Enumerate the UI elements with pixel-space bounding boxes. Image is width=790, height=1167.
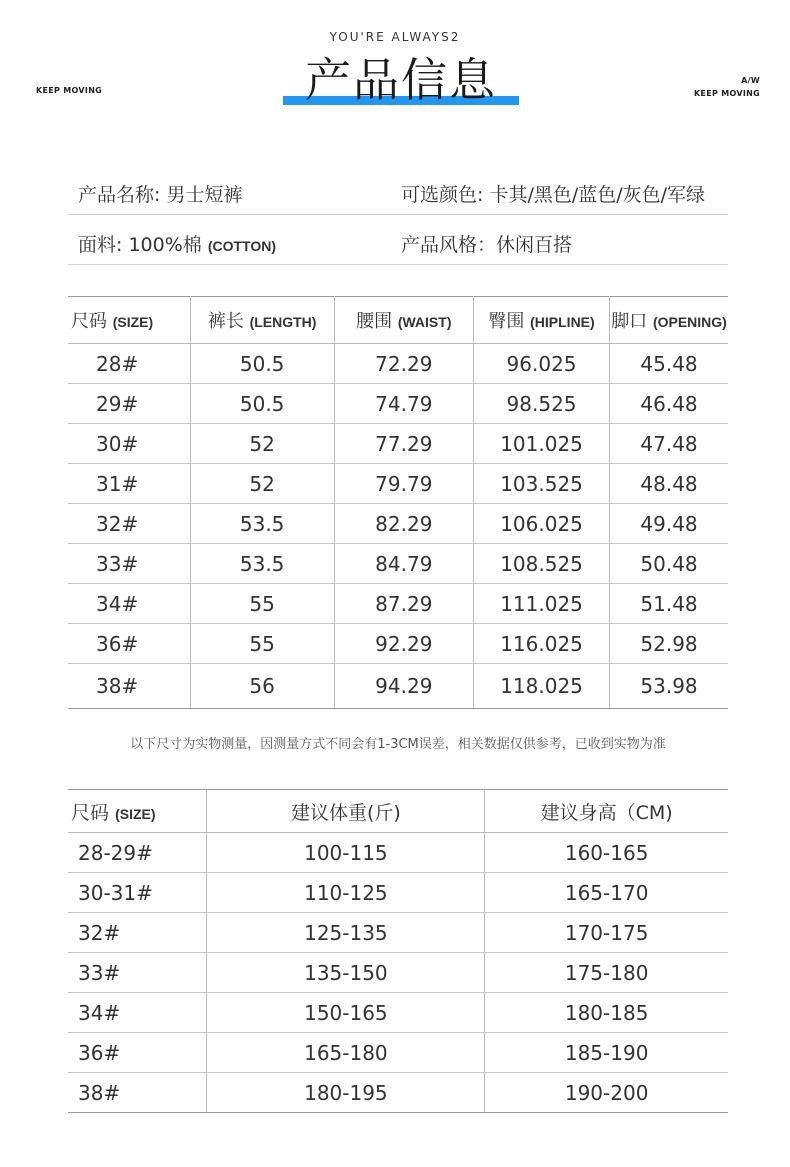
available-colors: 可选颜色: 卡其/黑色/蓝色/灰色/军绿 — [401, 184, 706, 206]
table-cell: 32# — [68, 913, 207, 953]
table-cell: 74.79 — [334, 384, 474, 424]
table-cell: 46.48 — [610, 384, 728, 424]
header-en: (OPENING) — [652, 314, 727, 330]
table-cell: 50.5 — [190, 384, 334, 424]
info-row-name-colors — [68, 170, 728, 215]
rec_table-header-cell — [207, 790, 485, 833]
table-row — [68, 544, 728, 584]
size-table — [68, 296, 728, 709]
table-cell: 36# — [68, 624, 190, 664]
header-en: (SIZE) — [115, 805, 156, 822]
table-cell: 87.29 — [334, 584, 474, 624]
rec_table-header-cell — [485, 790, 728, 833]
table-cell: 79.79 — [334, 464, 474, 504]
table-row — [68, 384, 728, 424]
table-row — [68, 424, 728, 464]
table-cell: 38# — [68, 1073, 207, 1113]
table-row — [68, 953, 728, 993]
table-cell: 92.29 — [334, 624, 474, 664]
table-cell: 29# — [68, 384, 190, 424]
table-row — [68, 624, 728, 664]
table-cell: 53.98 — [610, 664, 728, 709]
table-cell: 51.48 — [610, 584, 728, 624]
table-cell: 49.48 — [610, 504, 728, 544]
table-cell: 185-190 — [485, 1033, 728, 1073]
table-cell: 50.5 — [190, 344, 334, 384]
table-cell: 52 — [190, 464, 334, 504]
table-cell: 77.29 — [334, 424, 474, 464]
table-cell: 100-115 — [207, 833, 485, 873]
table-row — [68, 1073, 728, 1113]
table-cell: 180-195 — [207, 1073, 485, 1113]
table-row — [68, 833, 728, 873]
table-cell: 108.525 — [474, 544, 610, 584]
table-cell: 34# — [68, 584, 190, 624]
table-cell: 30-31# — [68, 873, 207, 913]
keep-moving-right-label: KEEP MOVING — [693, 89, 760, 98]
header-en: (LENGTH) — [249, 314, 317, 330]
table-cell: 30# — [68, 424, 190, 464]
keep-moving-right-tag — [694, 74, 760, 100]
table-cell: 55 — [190, 584, 334, 624]
table-row — [68, 464, 728, 504]
header-en: (SIZE) — [112, 314, 154, 330]
size-table-body — [68, 344, 728, 709]
table-cell: 150-165 — [207, 993, 485, 1033]
size-table-header — [68, 297, 728, 344]
table-cell: 36# — [68, 1033, 207, 1073]
table-cell: 111.025 — [474, 584, 610, 624]
tagline: YOU'RE ALWAYS2 — [329, 30, 461, 44]
table-cell: 52 — [190, 424, 334, 464]
table-cell: 106.025 — [474, 504, 610, 544]
header-cn: 建议体重(斤) — [290, 801, 401, 824]
rec_table-header-cell — [68, 790, 207, 833]
table-cell: 118.025 — [474, 664, 610, 709]
table-cell: 72.29 — [334, 344, 474, 384]
table-cell: 56 — [190, 664, 334, 709]
table-cell: 84.79 — [334, 544, 474, 584]
table-cell: 175-180 — [485, 953, 728, 993]
table-row — [68, 664, 728, 709]
table-cell: 50.48 — [610, 544, 728, 584]
recommendation-table-body — [68, 833, 728, 1113]
table-cell: 38# — [68, 664, 190, 709]
table-row — [68, 913, 728, 953]
info-row-fabric-style — [68, 220, 728, 265]
product-name: 产品名称: 男士短裤 — [78, 184, 243, 206]
table-cell: 98.525 — [474, 384, 610, 424]
table-cell: 33# — [68, 953, 207, 993]
table-cell: 45.48 — [610, 344, 728, 384]
table-cell: 53.5 — [190, 504, 334, 544]
size_table-header-cell — [68, 297, 190, 344]
header-cn: 脚口 — [611, 311, 648, 332]
header-cn: 建议身高（CM) — [540, 801, 673, 824]
table-cell: 31# — [68, 464, 190, 504]
table-cell: 32# — [68, 504, 190, 544]
header-cn: 尺码 — [71, 801, 110, 824]
recommendation-table — [68, 789, 728, 1113]
fabric — [78, 230, 276, 257]
table-cell: 28# — [68, 344, 190, 384]
product-style: 产品风格：休闲百搭 — [401, 234, 573, 256]
table-cell: 96.025 — [474, 344, 610, 384]
table-row — [68, 504, 728, 544]
table-cell: 116.025 — [474, 624, 610, 664]
table-cell: 110-125 — [207, 873, 485, 913]
size_table-header-cell — [474, 297, 610, 344]
size_table-header-cell — [610, 297, 728, 344]
table-cell: 190-200 — [485, 1073, 728, 1113]
keep-moving-left-tag: KEEP MOVING — [36, 86, 103, 95]
measurement-note: 以下尺寸为实物测量，因测量方式不同会有1-3CM误差，相关数据仅供参考，已收到实物为准 — [130, 737, 666, 752]
table-row — [68, 584, 728, 624]
table-cell: 165-170 — [485, 873, 728, 913]
table-cell: 170-175 — [485, 913, 728, 953]
size_table-header-cell — [334, 297, 474, 344]
table-cell: 94.29 — [334, 664, 474, 709]
table-cell: 160-165 — [485, 833, 728, 873]
header-cn: 臀围 — [488, 311, 525, 332]
table-cell: 165-180 — [207, 1033, 485, 1073]
table-row — [68, 873, 728, 913]
table-cell: 34# — [68, 993, 207, 1033]
table-cell: 180-185 — [485, 993, 728, 1033]
table-cell: 53.5 — [190, 544, 334, 584]
table-cell: 101.025 — [474, 424, 610, 464]
header-en: (HIPLINE) — [530, 314, 595, 330]
table-cell: 125-135 — [207, 913, 485, 953]
page-title: 产品信息 — [305, 53, 497, 107]
table-cell: 82.29 — [334, 504, 474, 544]
recommendation-table-header — [68, 790, 728, 833]
aw-label: A/W — [741, 76, 760, 85]
table-cell: 55 — [190, 624, 334, 664]
table-cell: 103.525 — [474, 464, 610, 504]
fabric-label: 面料: 100%棉 — [78, 234, 202, 256]
header-cn: 裤长 — [207, 311, 244, 332]
table-row — [68, 1033, 728, 1073]
table-row — [68, 344, 728, 384]
header-cn: 尺码 — [71, 311, 107, 332]
table-row — [68, 993, 728, 1033]
table-cell: 52.98 — [610, 624, 728, 664]
header-cn: 腰围 — [356, 311, 393, 332]
fabric-en: (COTTON) — [207, 238, 276, 254]
header-en: (WAIST) — [397, 314, 452, 330]
table-cell: 33# — [68, 544, 190, 584]
table-cell: 47.48 — [610, 424, 728, 464]
size_table-header-cell — [190, 297, 334, 344]
table-cell: 28-29# — [68, 833, 207, 873]
table-cell: 48.48 — [610, 464, 728, 504]
table-cell: 135-150 — [207, 953, 485, 993]
